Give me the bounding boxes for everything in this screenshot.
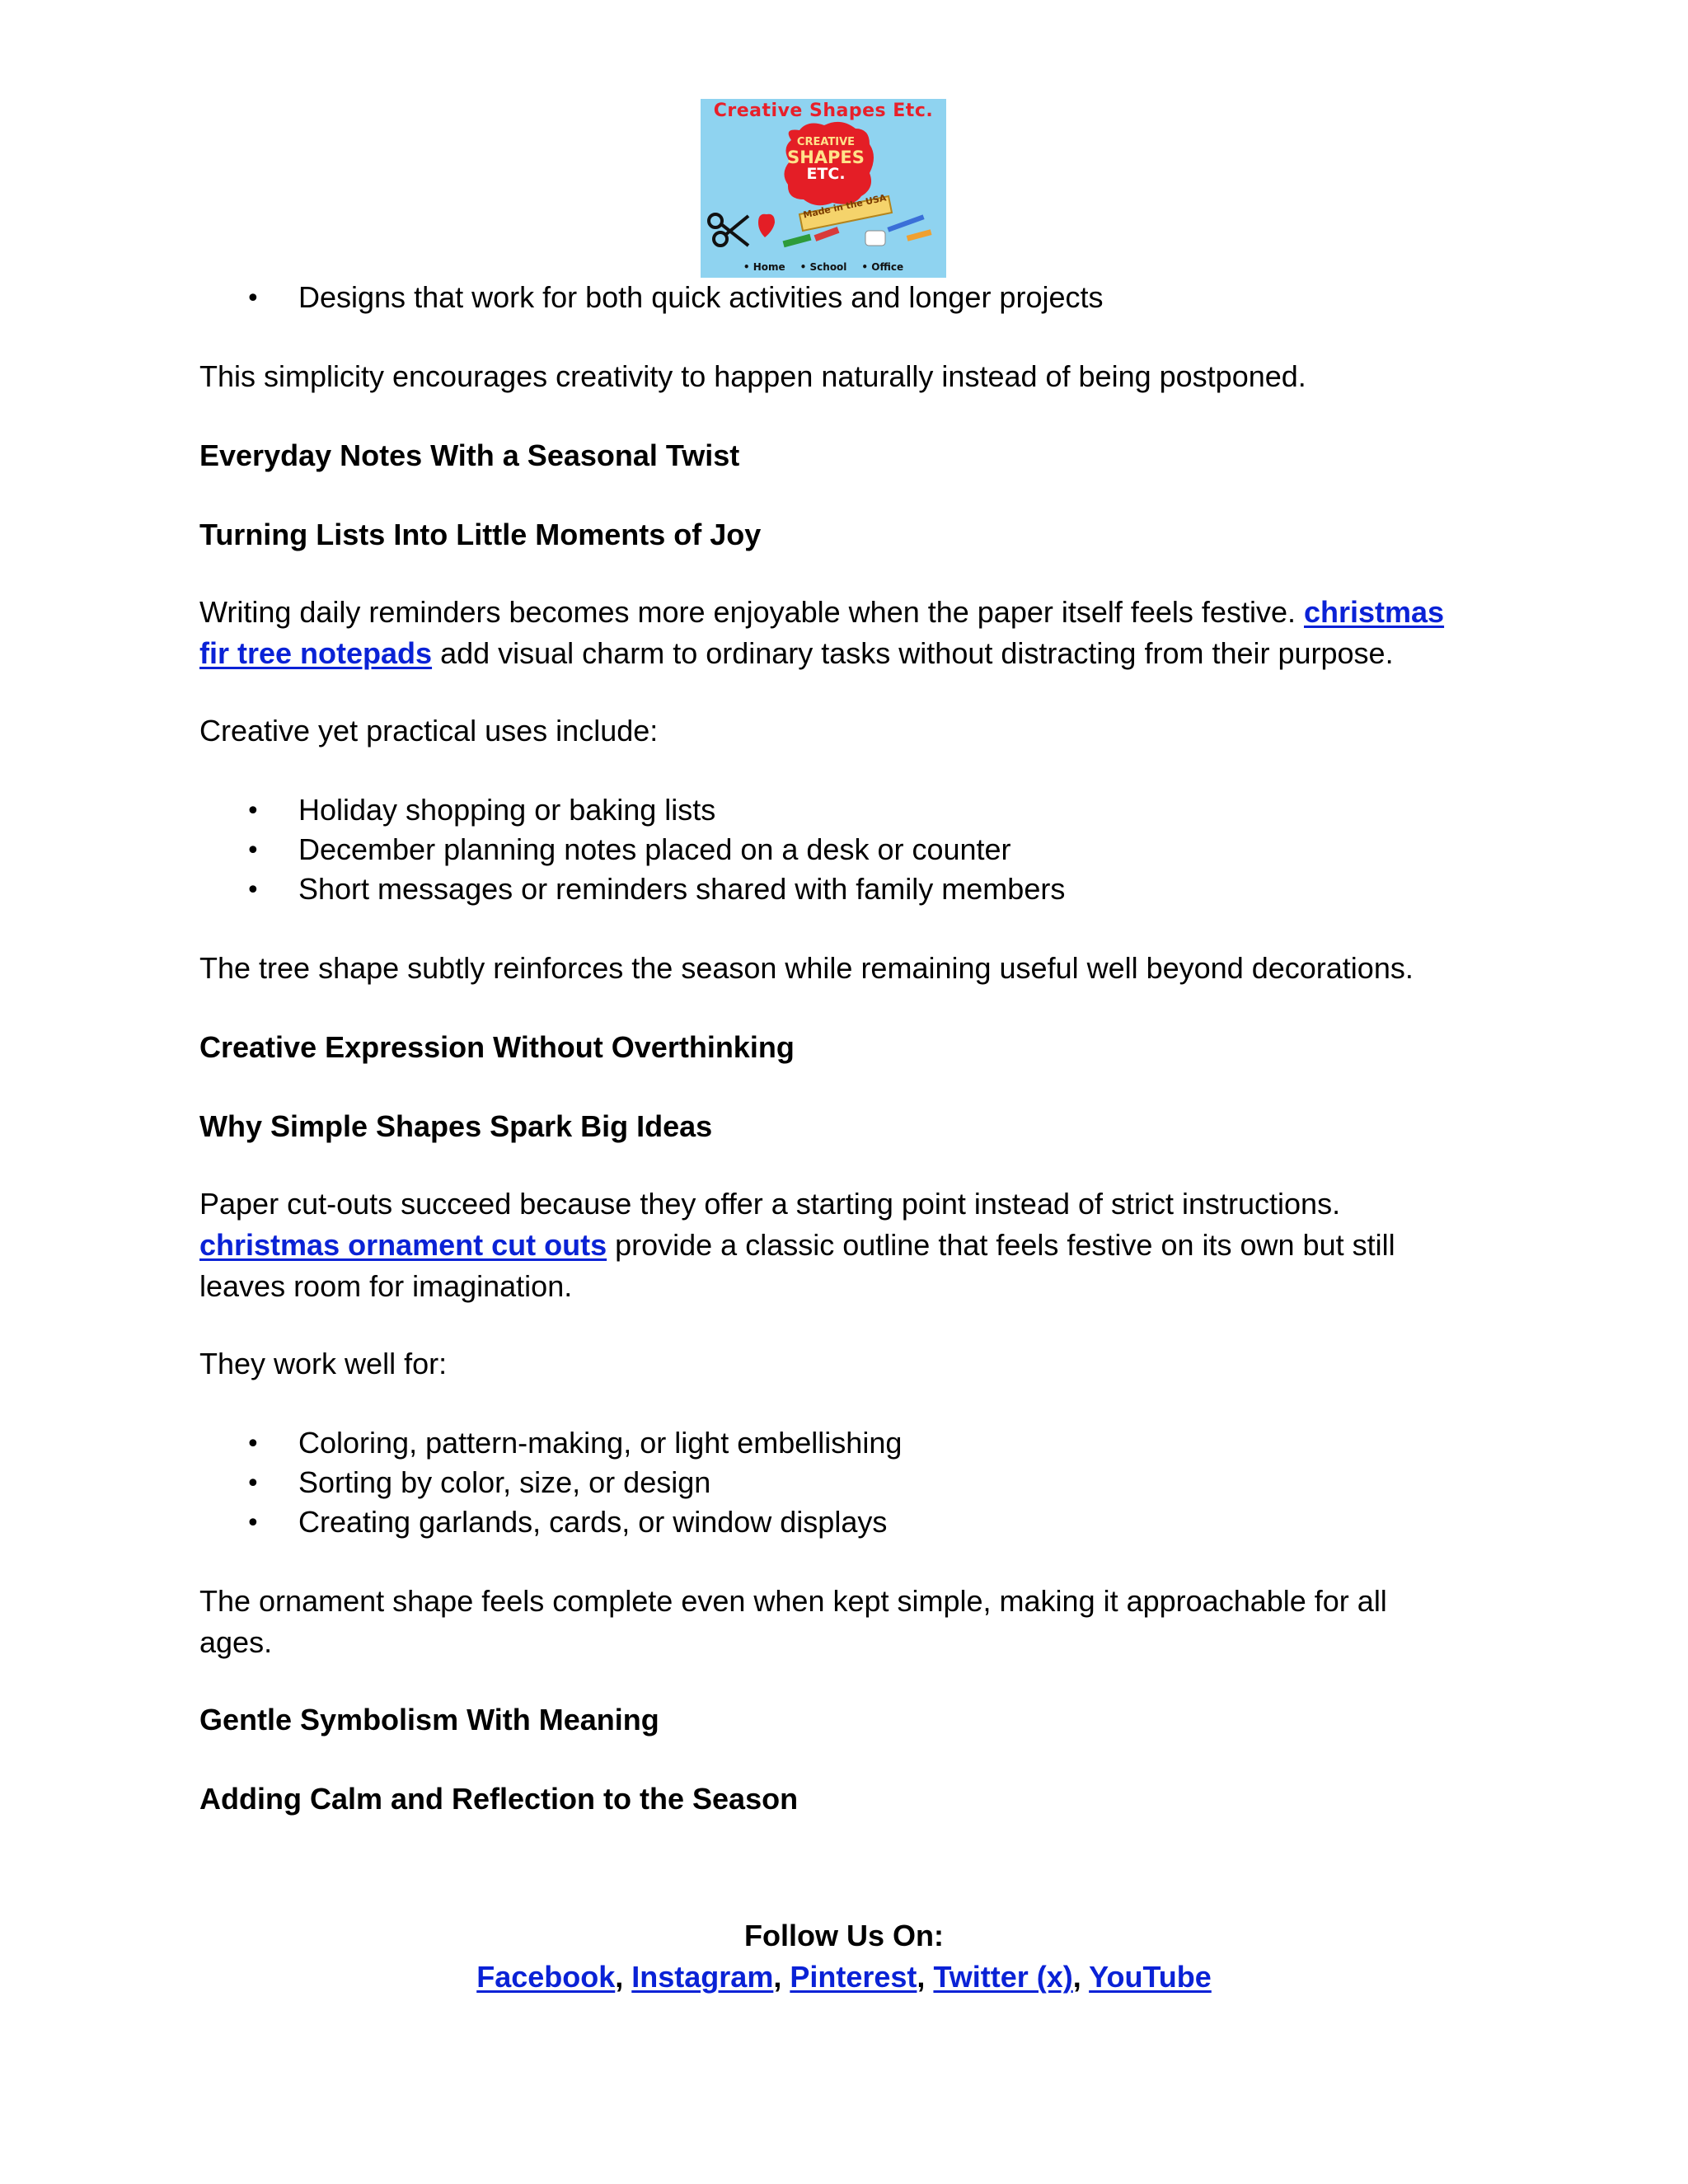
paragraph: This simplicity encourages creativity to happen naturally instead of being postponed.: [199, 359, 1306, 393]
link-separator: ,: [1072, 1960, 1090, 1994]
logo-badge: [786, 137, 865, 183]
paragraph-text: Writing daily reminders becomes more enjoyable when the paper itself feels festive.: [199, 595, 1304, 629]
list-item: Short messages or reminders shared with family members: [298, 872, 1066, 906]
pinterest-link[interactable]: Pinterest: [790, 1960, 917, 1994]
paragraph-text: provide a classic outline that feels festive on its own but still: [607, 1228, 1395, 1262]
paragraph-text: leaves room for imagination.: [199, 1269, 573, 1303]
bullet-icon: •: [246, 284, 260, 313]
bullet-icon: •: [246, 1469, 260, 1498]
link-separator: ,: [615, 1960, 632, 1994]
brand-logo: [701, 99, 946, 278]
section-heading: Gentle Symbolism With Meaning: [199, 1703, 659, 1736]
bullet-icon: •: [246, 1509, 260, 1538]
logo-category-home: • Home: [743, 261, 785, 273]
paragraph: They work well for:: [199, 1347, 448, 1380]
fir-tree-notepads-link[interactable]: christmas: [1303, 595, 1445, 629]
logo-badge-line1: CREATIVE: [796, 136, 856, 148]
logo-categories: [701, 261, 946, 273]
twitter-link[interactable]: Twitter (x): [933, 1960, 1073, 1994]
list-item: Holiday shopping or baking lists: [298, 793, 716, 827]
bullet-icon: •: [246, 876, 260, 905]
facebook-link[interactable]: Facebook: [476, 1960, 616, 1994]
paragraph-text: The ornament shape feels complete even when kept simple, making it approachable for all: [199, 1584, 1387, 1618]
paragraph-text: add visual charm to ordinary tasks without distracting from their purpose.: [432, 636, 1394, 670]
logo-ribbon-text: Made in the USA: [802, 192, 888, 221]
social-links: [0, 1957, 1688, 1998]
list-item: Sorting by color, size, or design: [298, 1465, 711, 1499]
link-separator: ,: [773, 1960, 790, 1994]
list-item: December planning notes placed on a desk or counter: [298, 832, 1011, 866]
paragraph: The tree shape subtly reinforces the season while remaining useful well beyond decorations.: [199, 951, 1414, 985]
logo-badge-line3: ETC.: [806, 164, 846, 183]
list-item: Designs that work for both quick activities and longer projects: [298, 280, 1104, 314]
section-subheading: Adding Calm and Reflection to the Season: [199, 1782, 799, 1816]
link-separator: ,: [917, 1960, 934, 1994]
list-item: Coloring, pattern-making, or light embellishing: [298, 1426, 903, 1460]
fir-tree-notepads-link-cont[interactable]: fir tree notepads: [199, 636, 433, 670]
section-subheading: Why Simple Shapes Spark Big Ideas: [199, 1109, 713, 1143]
paragraph: [199, 1581, 1485, 1663]
follow-us-label: Follow Us On:: [744, 1919, 944, 1952]
list-item: Creating garlands, cards, or window displays: [298, 1505, 888, 1539]
bullet-icon: •: [246, 837, 260, 865]
logo-title: Creative Shapes Etc.: [713, 101, 934, 121]
logo-category-office: • Office: [861, 261, 903, 273]
paragraph-text: ages.: [199, 1625, 273, 1659]
bullet-icon: •: [246, 1430, 260, 1459]
logo-category-school: • School: [800, 261, 847, 273]
section-heading: Creative Expression Without Overthinking: [199, 1030, 795, 1064]
youtube-link[interactable]: YouTube: [1089, 1960, 1212, 1994]
section-heading: Everyday Notes With a Seasonal Twist: [199, 438, 740, 472]
instagram-link[interactable]: Instagram: [631, 1960, 774, 1994]
paragraph-text: Paper cut-outs succeed because they offer a starting point instead of strict instructions.: [199, 1187, 1341, 1221]
logo-artwork: [701, 99, 946, 278]
logo-badge-line2: SHAPES: [787, 147, 865, 167]
paragraph-with-link: [199, 1183, 1485, 1307]
section-subheading: Turning Lists Into Little Moments of Joy: [199, 518, 762, 551]
bullet-icon: •: [246, 797, 260, 826]
ornament-cut-outs-link[interactable]: christmas ornament cut outs: [199, 1228, 607, 1262]
paragraph-with-link: [199, 592, 1485, 674]
paragraph: Creative yet practical uses include:: [199, 714, 659, 748]
